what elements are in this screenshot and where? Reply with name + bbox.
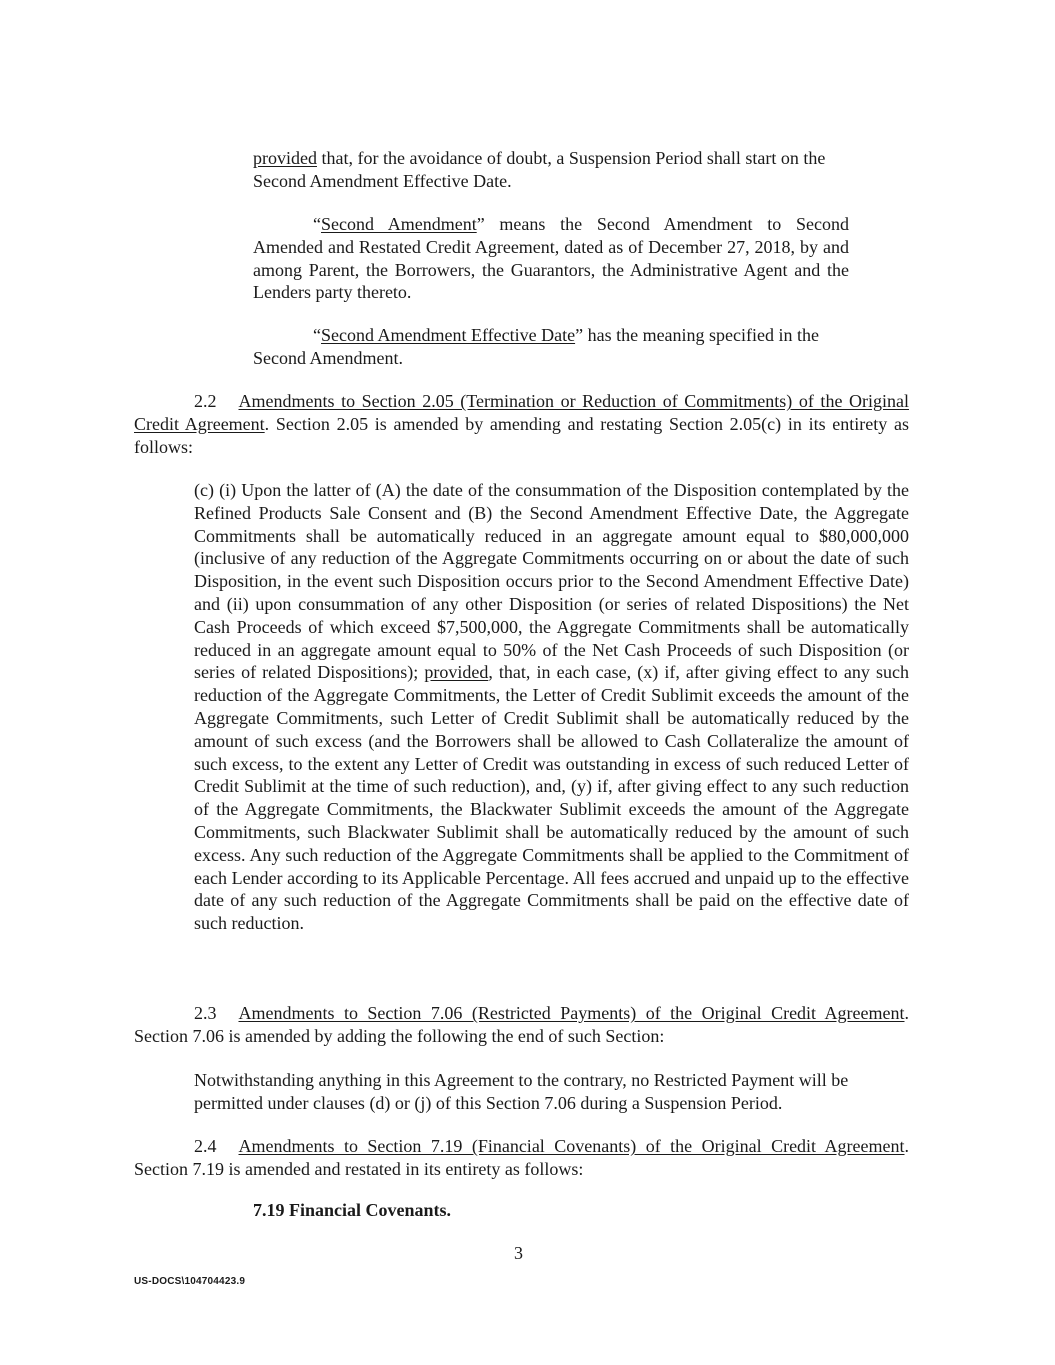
- section-text: . Section 7.06 is amended by adding the following the end of such Section:: [134, 1003, 909, 1046]
- financial-covenants-heading: 7.19 Financial Covenants.: [253, 1200, 452, 1220]
- definition-second-amendment: [253, 213, 849, 304]
- defined-term-effective-date: Second Amendment Effective Date: [321, 325, 576, 345]
- section-text: . Section 7.19 is amended and restated in its entirety as follows:: [134, 1136, 909, 1179]
- provided-term: provided: [424, 662, 489, 683]
- section-title: Amendments to Section 2.05 (Termination or Reduction of Commitments) of the Original Credit Agreement: [134, 391, 909, 434]
- section-2-2-intro: [134, 390, 909, 458]
- definition-suspension-proviso: [253, 147, 853, 193]
- section-2-4-intro: [134, 1135, 909, 1181]
- open-quote: “: [313, 214, 321, 234]
- proviso-text: that, for the avoidance of doubt, a Suspension Period shall start on the Second Amendment Effective Date.: [253, 148, 826, 191]
- definition-text: ” means the Second Amendment to Second Amended and Restated Credit Agreement, dated as of December 27, 2018, by and among Parent, the Borrowers, the Guarantors, the Administrative Agent and the Lenders party thereto.: [253, 214, 849, 303]
- section-title: Amendments to Section 7.06 (Restricted Payments) of the Original Credit Agreement: [238, 1003, 905, 1023]
- section-number: 2.4: [194, 1136, 217, 1156]
- section-number: 2.3: [194, 1003, 217, 1023]
- provided-term: provided: [253, 148, 317, 168]
- quote-text-part2: , that, in each case, (x) if, after giving effect to any such reduction of the Aggregate Commitments, the Letter of Credit Sublimit exceeds the amount of the Aggregate Commitments, such Letter of Credit Sublimit shall be automatically reduced by the amount of such excess (and the Borrowers shall be allowed to Cash Collateralize the amount of such excess, to the extent any Letter of Credit was outstanding in excess of such reduced Letter of Credit Sublimit at the time of such reduction), and, (y) if, after giving effect to any such reduction of the Aggregate Commitments, the Blackwater Sublimit exceeds the amount of the Aggregate Commitments, such Blackwater Sublimit shall be automatically reduced by the amount of such excess. Any such reduction of the Aggregate Commitments shall be applied to the Commitment of each Lender according to its Applicable Percentage. All fees accrued and unpaid up to the effective date of any such reduction of the Aggregate Commitments shall be paid on the effective date of such reduction.: [194, 662, 909, 934]
- section-number: 2.2: [194, 391, 217, 411]
- open-quote: “: [313, 325, 321, 345]
- defined-term-second-amendment: Second Amendment: [321, 214, 477, 234]
- document-id: US-DOCS\104704423.9: [134, 1276, 246, 1287]
- quote-text: Notwithstanding anything in this Agreement to the contrary, no Restricted Payment will be permitted under clauses (d) or (j) of this Section 7.06 during a Suspension Period.: [194, 1070, 849, 1113]
- section-7-06-quote: [194, 1069, 894, 1115]
- definition-text: ” has the meaning specified in the Second Amendment.: [253, 325, 820, 368]
- page-number: 3: [514, 1243, 523, 1263]
- quote-text-part1: (c) (i) Upon the latter of (A) the date of the consummation of the Disposition contemplated by the Refined Products Sale Consent and (B) the Second Amendment Effective Date, the Aggregate Commitments shall be automatically reduced in an aggregate amount equal to $80,000,000 (inclusive of any reduction of the Aggregate Commitments occurring on or about the date of such Disposition, in the event such Disposition occurs prior to the Second Amendment Effective Date) and (ii) upon consummation of any other Disposition (or series of related Dispositions) the Net Cash Proceeds of which exceed $7,500,000, the Aggregate Commitments shall be automatically reduced in an aggregate amount equal to 50% of the Net Cash Proceeds of such Disposition (or series of related Dispositions);: [194, 480, 909, 683]
- section-2-05c-quote: [194, 479, 909, 935]
- section-2-3-intro: [134, 1002, 909, 1048]
- section-title: Amendments to Section 7.19 (Financial Covenants) of the Original Credit Agreement: [238, 1136, 905, 1156]
- definition-second-amendment-effective-date: [253, 324, 853, 370]
- section-text: . Section 2.05 is amended by amending and restating Section 2.05(c) in its entirety as follows:: [134, 413, 909, 457]
